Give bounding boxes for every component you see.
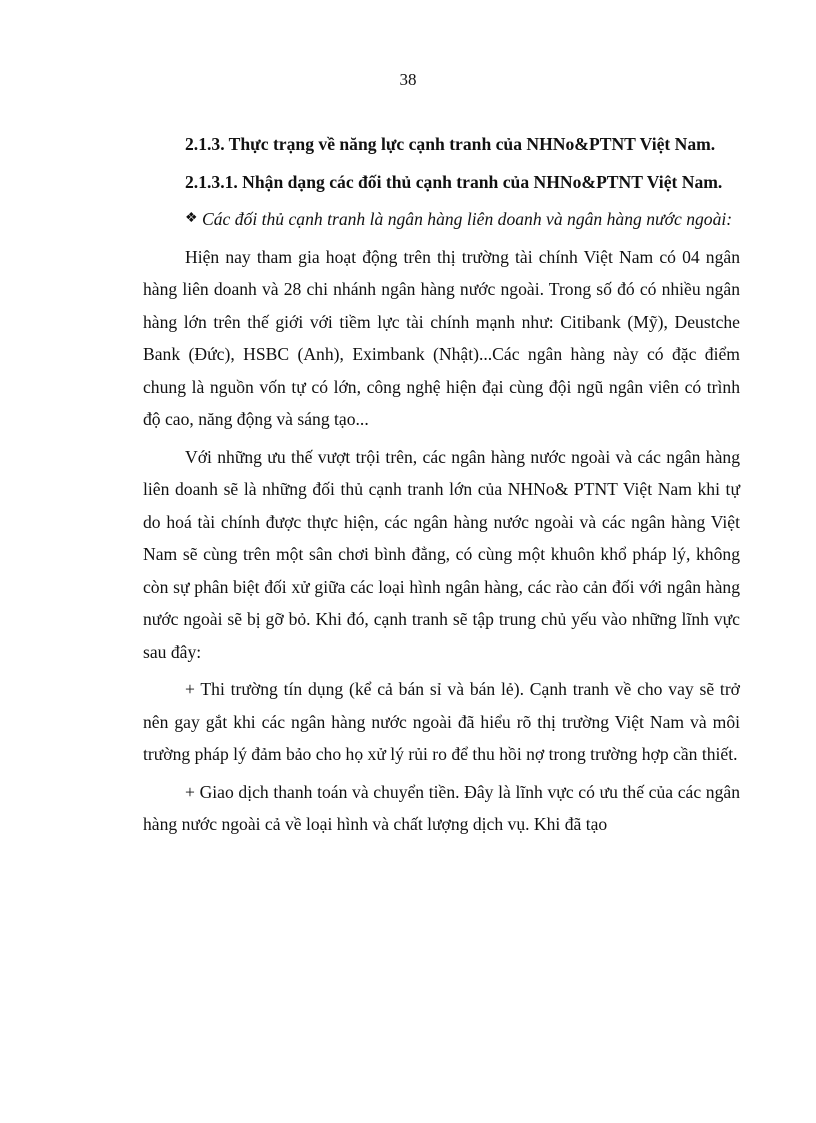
section-heading: 2.1.3. Thực trạng về năng lực cạnh tranh của NHNo&PTNT Việt Nam. <box>185 134 716 154</box>
paragraph-payment-transfer: + Giao dịch thanh toán và chuyển tiền. Đây là lĩnh vực có ưu thế của các ngân hàng nước ngoài cả về loại hình và chất lượng dịch vụ. Khi đã tạo <box>143 781 740 834</box>
paragraph-intro: Hiện nay tham gia hoạt động trên thị trường tài chính Việt Nam có 04 ngân hàng liên doanh và 28 chi nhánh ngân hàng nước ngoài. Trong số đó có nhiều ngân hàng lớn trên thế giới với tiềm lực tài chính mạnh như: Citibank (Mỹ), Deustche Bank (Đức), HSBC (Anh), Eximbank (Nhật)...Các ngân hàng này có đặc điểm chung là nguồn vốn tự có lớn, công nghệ hiện đại cùng đội ngũ ngân viên có trình độ cao, năng động và sáng tạo... <box>143 246 740 429</box>
subsection-heading: 2.1.3.1. Nhận dạng các đối thủ cạnh tranh của NHNo&PTNT Việt Nam. <box>185 171 723 192</box>
bullet-item <box>143 203 740 236</box>
paragraph-credit-market: + Thi trường tín dụng (kể cả bán sỉ và bán lẻ). Cạnh tranh về cho vay sẽ trở nên gay gắt khi các ngân hàng nước ngoài đã hiểu rõ thị trường Việt Nam và môi trường pháp lý đảm bảo cho họ xử lý rủi ro để thu hồi nợ trong trường hợp cần thiết. <box>143 679 740 764</box>
bullet-text: Các đối thủ cạnh tranh là ngân hàng liên doanh và ngân hàng nước ngoài: <box>202 209 733 229</box>
document-body <box>143 128 740 846</box>
diamond-bullet-icon: ❖ <box>185 211 198 226</box>
paragraph-advantages: Với những ưu thế vượt trội trên, các ngân hàng nước ngoài và các ngân hàng liên doanh sẽ là những đối thủ cạnh tranh lớn của NHNo& PTNT Việt Nam khi tự do hoá tài chính được thực hiện, các ngân hàng nước ngoài và các ngân hàng Việt Nam sẽ cùng trên một sân chơi bình đẳng, có cùng một khuôn khổ pháp lý, không còn sự phân biệt đối xử giữa các loại hình ngân hàng, các rào cản đối với ngân hàng nước ngoài sẽ bị gỡ bỏ. Khi đó, cạnh tranh sẽ tập trung chủ yếu vào những lĩnh vực sau đây: <box>143 446 740 662</box>
page-number: 38 <box>399 70 417 89</box>
